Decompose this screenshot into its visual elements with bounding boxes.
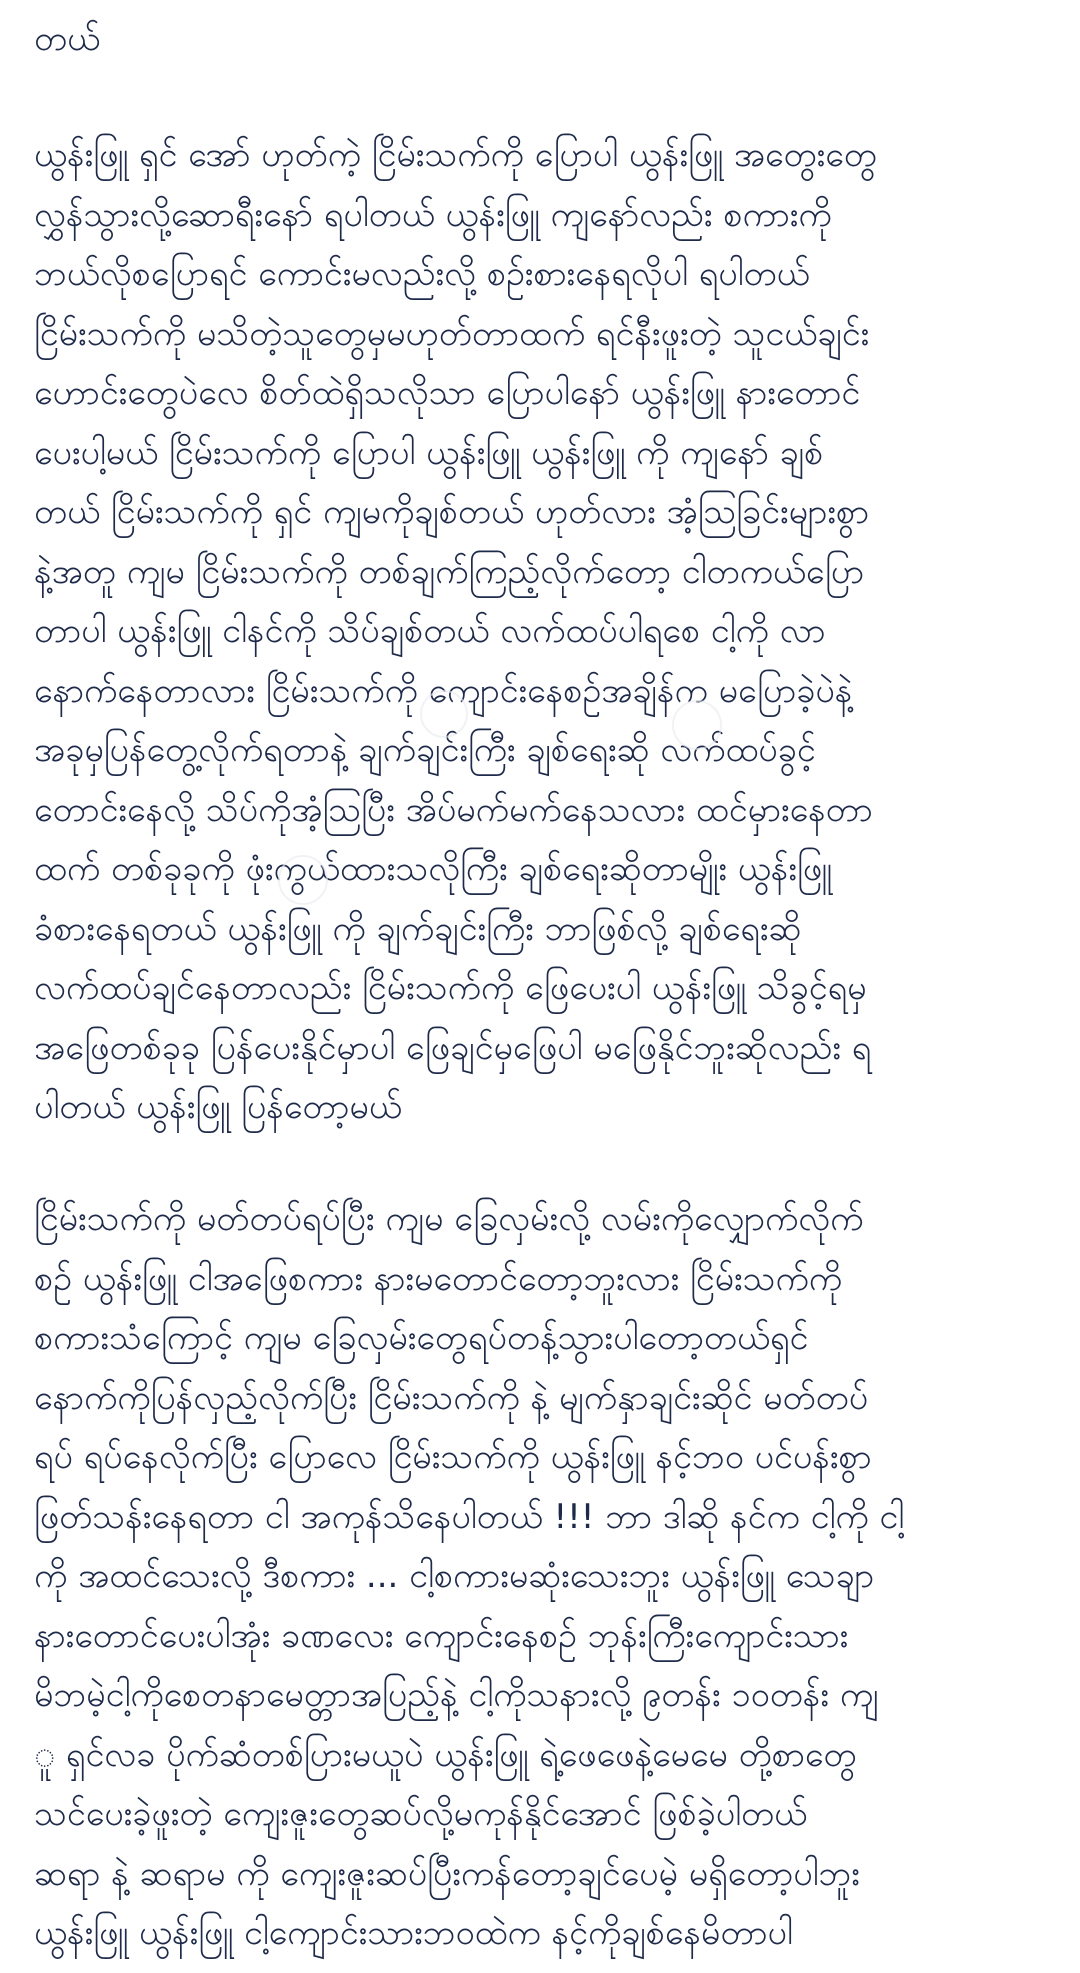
top-clip (0, 0, 1080, 6)
watermark-circle (420, 690, 468, 738)
previous-paragraph-tail: တယ် (34, 19, 101, 59)
watermark-circle (672, 700, 722, 750)
story-paragraph-2: ငြိမ်းသက်ကို မတ်တပ်ရပ်ပြီး ကျမ ခြေလှမ်းလို့ လမ်းကိုလျှောက်လိုက် စဉ် ယွန်းဖြူ ငါအဖြေစကား နားမတောင်တော့ဘူးလား ငြိမ်းသက်ကို စကားသံကြောင့် ကျမ ခြေလှမ်းတွေရပ်တန့်သွားပါတော့တယ်ရှင် နောက်ကိုပြန်လှည့်လိုက်ပြီး ငြိမ်းသက်ကို နဲ့ မျက်နှာချင်းဆိုင် မတ်တပ် ရပ် ရပ်နေလိုက်ပြီး ပြောလေ ငြိမ်းသက်ကို ယွန်းဖြူ နင့်ဘဝ ပင်ပန်းစွာ ဖြတ်သန်းနေရတာ ငါ အကုန်သိနေပါတယ် !!! ဘာ ဒါဆို နင်က ငါ့ကို ငါ့ ကို အထင်သေးလို့ ဒီစကား ... ငါ့စကားမဆုံးသေးဘူး ယွန်းဖြူ သေချာ နားတောင်ပေးပါအုံး ခဏလေး ကျောင်းနေစဉ် ဘုန်းကြီးကျောင်းသား မိဘမဲ့ငါ့ကိုစေတနာမေတ္တာအပြည့်နဲ့ ငါ့ကိုသနားလို့ ၉တန်း ၁၀တန်း ကျ ူ ရှင်လခ ပိုက်ဆံတစ်ပြားမယူပဲ ယွန်းဖြူ ရဲ့ဖေဖေနဲ့မေမေ တို့စာတွေ သင်ပေးခဲ့ဖူးတဲ့ ကျေးဇူးတွေဆပ်လို့မကုန်နိုင်အောင် ဖြစ်ခဲ့ပါတယ် ဆရာ နဲ့ ဆရာမ ကို ကျေးဇူးဆပ်ပြီးကန်တော့ချင်ပေမဲ့ မရှိတော့ပါဘူး ယွန်းဖြူ ယွန်းဖြူ ငါ့ကျောင်းသားဘဝထဲက နင့်ကိုချစ်နေမိတာပါ (34, 1199, 905, 1953)
watermark-circle (278, 855, 328, 905)
story-paragraph-1: ယွန်းဖြူ ရှင် အော် ဟုတ်ကဲ့ ငြိမ်းသက်ကို ပြောပါ ယွန်းဖြူ အတွေးတွေ လွှန်သွားလို့ဆောရီးနော် ရပါတယ် ယွန်းဖြူ ကျနော်လည်း စကားကို ဘယ်လိုစပြောရင် ကောင်းမလည်းလို့ စဉ်းစားနေရလိုပါ ရပါတယ် ငြိမ်းသက်ကို မသိတဲ့သူတွေမှမဟုတ်တာထက် ရင်နီးဖူးတဲ့ သူငယ်ချင်း ဟောင်းတွေပဲလေ စိတ်ထဲရှိသလိုသာ ပြောပါနော် ယွန်းဖြူ နားတောင် ပေးပါ့မယ် ငြိမ်းသက်ကို ပြောပါ ယွန်းဖြူ ယွန်းဖြူ ကို ကျနော် ချစ် တယ် ငြိမ်းသက်ကို ရှင် ကျမကိုချစ်တယ် ဟုတ်လား အံ့သြခြင်းများစွာ နဲ့အတူ ကျမ ငြိမ်းသက်ကို တစ်ချက်ကြည့်လိုက်တော့ ငါတကယ်ပြော တာပါ ယွန်းဖြူ ငါနင်ကို သိပ်ချစ်တယ် လက်ထပ်ပါရစေ ငါ့ကို လာ နောက်နေတာလား ငြိမ်းသက်ကို ကျောင်းနေစဉ်အချိန်က မပြောခဲ့ပဲနဲ့ အခုမှပြန်တွေ့လိုက်ရတာနဲ့ ချက်ချင်းကြီး ချစ်ရေးဆို လက်ထပ်ခွင့် တောင်းနေလို့ သိပ်ကိုအံ့သြပြီး အိပ်မက်မက်နေသလား ထင်မှားနေတာ ထက် တစ်ခုခုကို ဖုံးကွယ်ထားသလိုကြီး ချစ်ရေးဆိုတာမျိုး ယွန်းဖြူ ခံစားနေရတယ် ယွန်းဖြူ ကို ချက်ချင်းကြီး ဘာဖြစ်လို့ ချစ်ရေးဆို လက်ထပ်ချင်နေတာလည်း ငြိမ်းသက်ကို ဖြေပေးပါ ယွန်းဖြူ သိခွင့်ရမှ အဖြေတစ်ခုခု ပြန်ပေးနိုင်မှာပါ ဖြေချင်မှဖြေပါ မဖြေနိုင်ဘူးဆိုလည်း ရ ပါတယ် ယွန်းဖြူ ပြန်တော့မယ် (34, 135, 877, 1127)
